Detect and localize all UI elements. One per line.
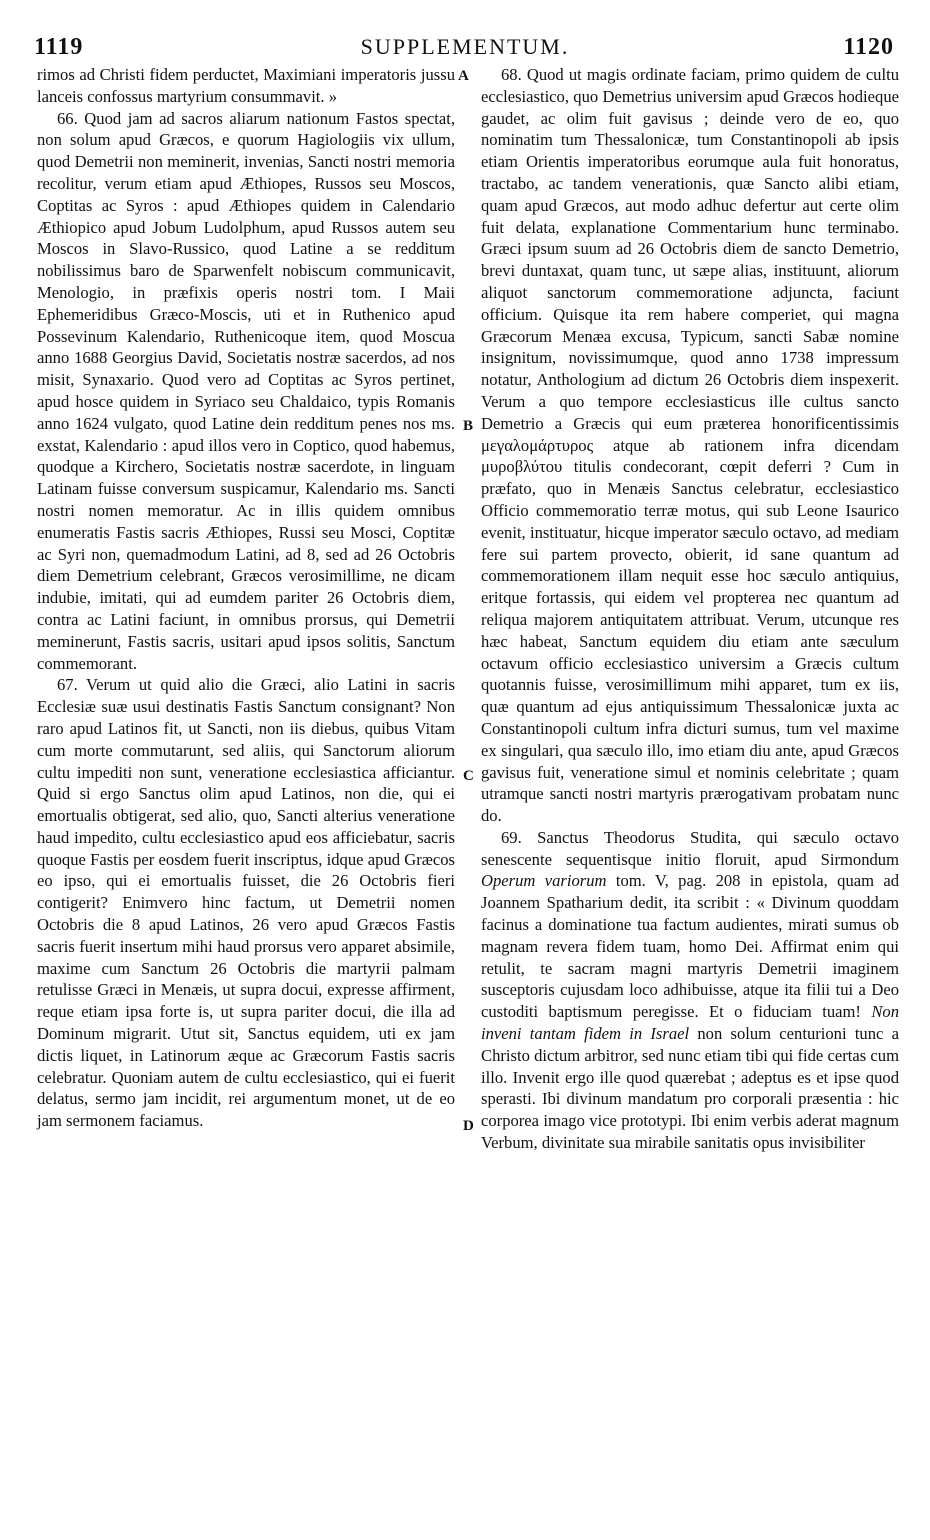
margin-letter-b: B [463,418,474,434]
paragraph-69 [481,827,899,1154]
left-page-number: 1119 [34,34,84,60]
paragraph-69-text-a: 69. Sanctus Theodorus Studita, qui sæculo octavo senescente sequentisque initio floruit, apud Sirmondum [481,827,899,869]
paragraph-69-scripture-quote: Non inveni tantam fidem in Israel [481,1002,899,1044]
right-page-number: 1120 [843,34,894,60]
paragraph-69-text-b: tom. V, pag. 208 in epistola, quam ad Joannem Spatharium dedit, ita scribit : « Divinum quoddam facinus a dominatione tua factum audientes, mirati sumus ob magnam revera fidem tuam, homo Dei. Affirmat enim qui retulit, te sacram magni martyris Demetrii imaginem susceptoris cujusdam loco adhibuisse, atque ita filii tui a Deo custoditi baptismum peregisse. Et o fiduciam tuam! [481,871,900,1022]
margin-letter-c: C [463,768,474,784]
paragraph-continued: rimos ad Christi fidem perductet, Maximiani imperatoris jussu lanceis confossus martyrium consummavit. » [37,65,455,106]
right-column [481,64,899,1154]
margin-letter-a: A [458,68,469,84]
paragraph-69-text-c: non solum centurioni tunc a Christo dictum arbitror, sed nunc etiam tibi qui fide certas cum illo. Invenit ergo ille quod quærebat ; adeptus es et ipse quod sperasti. Ibi divinum mandatum pro corporali præsentia : hic corporea imago vice prototypi. Ibi enim verbis aderat magnum Verbum, divinitate sua mirabile sanitatis opus invisibiliter [481,1024,899,1153]
paragraph-69-opera-title: Operum variorum [481,871,607,891]
running-title: SUPPLEMENTUM. [360,34,570,59]
paragraph-68: 68. Quod ut magis ordinate faciam, primo quidem de cultu ecclesiastico, quo Demetrius universim apud Græcos hodieque gaudet, ac olim fuit gavisus ; deinde vero de eo, quo nominatim tum Thessalonicæ, tum Constantinopoli ab ipsis etiam Orientis imperatoribus eorumque aula fuit honoratus, tractabo, ac tandem venerationis, quæ Sancto alibi etiam, quam apud Græcos, aut modo adhuc defertur aut certe olim fuit delata, explanatione Commentarium hunc terminabo. Græci ipsum suum ad 26 Octobris diem de sancto Demetrio, brevi duntaxat, quam tunc, ut sæpe alias, instituunt, aliorum aliquot sanctorum commemoratione adjuncta, faciunt officium. Quisque ita rem habere comperiet, qui magna Græcorum Menæa excusa, Typicum, sancti Sabæ nomine insignitum, novissimumque, quod anno 1738 impressum notatur, Anthologium ad dictum 26 Octobris diem inspexerit. Verum a quo tempore ecclesiasticus ille cultus sancto Demetrio a Græcis qui eum præterea honorificentissimis μεγαλομάρτυρος atque ab rationem infra dicendam μυροβλύτου titulis condecorant, cœpit deferri ? Cum in præfato, quo in Menæis Sanctus celebratur, ecclesiastico Officio commemoratio terræ motus, qui sub Leone Isaurico evenit, instituatur, hicque imperator sæculo octavo, ad mediam fere sui partem provecto, obierit, id sane quantum ad commemorationem illam nequit esse hoc sæculo antiquius, eritque fortassis, qui eidem vel propterea nec quantum ad reliqua majorem antiquitatem attribuat. Verum, utcunque res hæc habeat, Sanctum equidem diu etiam ante sæculum octavum officio ecclesiastico universim a Græcis cultum quotannis fuisse, verosimillimum mihi apparet, tum ex iis, quæ quantum ad ejus antiquissimum Thessalonicæ juxta ac Constantinopoli cultum infra dicturi sumus, tum vel maxime ex singulari, qua sæculo illo, imo etiam diu ante, apud Græcos gavisus fuit, veneratione simul et nominis celebritate ; quam utramque sancti nostri martyris prærogativam probatam nunc do. [481,65,899,826]
margin-letter-d: D [463,1118,474,1134]
page-header [0,34,930,68]
left-column [37,64,455,1132]
paragraph-66: 66. Quod jam ad sacros aliarum nationum Fastos spectat, non solum apud Græcos, e quorum Hagiologiis vix ullum, quod Demetrii non meminerit, invenias, Sancti nostri memoria recolitur, verum etiam apud Æthiopes, Russos seu Moscos, Coptitas ac Syros : apud Æthiopes quidem in Calendario Æthiopico apud Jobum Ludolphum, apud Russos autem seu Moscos in Slavo-Russico, quod Latine a se redditum nobilissimus baro de Sparwenfelt nobiscum communicavit, Menologio, in præfixis operis nostri tom. I Maii Ephemeridibus Græco-Moscis, uti et in Ruthenico apud Possevinum Kalendario, Ruthenicoque item, quod Moscua anno 1688 Georgius David, Societatis nostræ sacerdos, ad nos misit, Synaxario. Quod vero ad Coptitas ac Syros pertinet, apud hosce quidem in Syriaco seu Chaldaico, typis Romanis anno 1624 vulgato, quod Latine dein redditum penes nos ms. exstat, Kalendario : apud illos vero in Coptico, quod habemus, quodque a Kirchero, Societatis nostræ sacerdote, in linguam Latinam fuisse conversum suspicamur, Kalendario ms. Sancti nostri nomen memoratur. Ac in illis quidem omnibus enumeratis Fastis sacris Æthiopes, Russi seu Mosci, Coptitæ ac Syri non, quemadmodum Latini, ad 8, sed ad 26 Octobris diem Demetrium celebrant, Græcos verosimillime, ne dicam indubie, imitati, qui ad eumdem pariter 26 Octobris diem, contra ac Latini faciunt, in omnibus prorsus, qui Demetrii meminerunt, Fastis sacris, usitari apud ipsos solitis, Sanctum commemorant. [37,108,455,673]
paragraph-67: 67. Verum ut quid alio die Græci, alio Latini in sacris Ecclesiæ suæ usui destinatis Fastis Sanctum consignant? Non raro apud Latinos fit, ut Sancti, non iis diebus, quibus Vitam cum morte commutarunt, sed aliis, qui Sanctorum aliorum cultu impediti non sunt, veneratione ecclesiastica afficiantur. Quid si ergo Sanctus olim apud Latinos, non die, qui ei emortualis obtigerat, sed alio, quo, Sancti alterius veneratione haud impedito, cultu ecclesiastico apud eos afficiebatur, sacris quoque Fastis per eosdem fuerit inscriptus, idque apud Græcos eo ipso, qui ei emortualis fuisset, die 26 Octobris fieri contigerit? Enimvero hinc factum, ut Demetrii nomen Octobris die 8 apud Latinos, 26 vero apud Græcos Fastis sacris fuerit insertum mihi haud prorsus vero apparet absimile, maxime cum Sanctum 26 Octobris die martyrii palmam retulisse Græci in Menæis, ut supra docui, expresse affirment, reque etiam ipsa forte is, ut supra pariter docui, die illa ad Dominum migrarit. Utut sit, Sanctus equidem, uti ex jam dictis liquet, in Latinorum æque ac Græcorum Fastis sacris celebratur. Quoniam autem de cultu ecclesiastico, qui ei fuerit delatus, sermo jam incidit, rei argumentum monet, ut de eo jam sermonem faciamus. [37,675,455,1131]
